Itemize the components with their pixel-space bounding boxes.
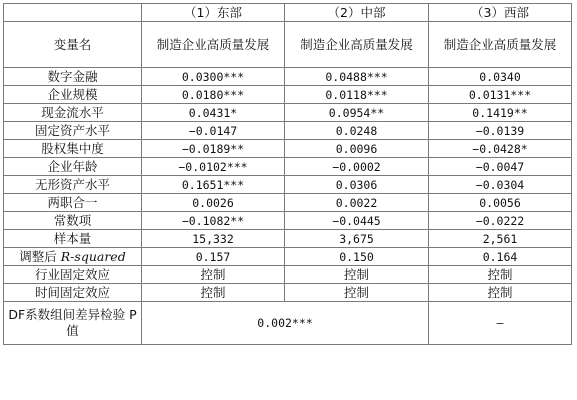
adj-r2-label-prefix: 调整后 bbox=[19, 248, 61, 264]
df-test-west: – bbox=[429, 302, 572, 345]
dep-var-header-east: 制造企业高质量发展 bbox=[142, 22, 285, 68]
table-row bbox=[4, 230, 572, 248]
cell-central: 0.0118*** bbox=[285, 86, 429, 104]
cell-west: 0.0056 bbox=[429, 194, 572, 212]
cell-west: −0.0304 bbox=[429, 176, 572, 194]
cell-central: −0.0002 bbox=[285, 158, 429, 176]
group-header-west: （3）西部 bbox=[429, 4, 572, 22]
control-row bbox=[4, 284, 572, 302]
cell-east: −0.0147 bbox=[142, 122, 285, 140]
empty-corner-cell bbox=[4, 4, 142, 22]
cell-east: 15,332 bbox=[142, 230, 285, 248]
cell-west: 控制 bbox=[429, 266, 572, 284]
cell-central: −0.0445 bbox=[285, 212, 429, 230]
cell-central: 0.0096 bbox=[285, 140, 429, 158]
table-row bbox=[4, 86, 572, 104]
cell-west: 0.0340 bbox=[429, 68, 572, 86]
cell-east: 控制 bbox=[142, 284, 285, 302]
cell-east: −0.0189** bbox=[142, 140, 285, 158]
table-row bbox=[4, 140, 572, 158]
table-row bbox=[4, 212, 572, 230]
cell-central: 3,675 bbox=[285, 230, 429, 248]
variable-header-row bbox=[4, 22, 572, 68]
row-label: 样本量 bbox=[4, 230, 142, 248]
row-label: 行业固定效应 bbox=[4, 266, 142, 284]
cell-central: 控制 bbox=[285, 266, 429, 284]
cell-west: 0.1419** bbox=[429, 104, 572, 122]
cell-central: 0.0248 bbox=[285, 122, 429, 140]
cell-east: 0.1651*** bbox=[142, 176, 285, 194]
row-label: 股权集中度 bbox=[4, 140, 142, 158]
control-row bbox=[4, 266, 572, 284]
row-label: 现金流水平 bbox=[4, 104, 142, 122]
cell-west: −0.0428* bbox=[429, 140, 572, 158]
row-label: 时间固定效应 bbox=[4, 284, 142, 302]
group-header-east: （1）东部 bbox=[142, 4, 285, 22]
cell-west: 0.0131*** bbox=[429, 86, 572, 104]
df-test-row bbox=[4, 302, 572, 345]
row-label: 常数项 bbox=[4, 212, 142, 230]
table-row bbox=[4, 68, 572, 86]
dep-var-header-central: 制造企业高质量发展 bbox=[285, 22, 429, 68]
cell-east: 0.0300*** bbox=[142, 68, 285, 86]
table-row bbox=[4, 104, 572, 122]
cell-east: 0.0026 bbox=[142, 194, 285, 212]
dep-var-header-west: 制造企业高质量发展 bbox=[429, 22, 572, 68]
row-label: 数字金融 bbox=[4, 68, 142, 86]
cell-east: 0.157 bbox=[142, 248, 285, 266]
cell-west: 2,561 bbox=[429, 230, 572, 248]
cell-central: 0.0306 bbox=[285, 176, 429, 194]
table-row bbox=[4, 158, 572, 176]
row-label: 企业规模 bbox=[4, 86, 142, 104]
cell-central: 0.0488*** bbox=[285, 68, 429, 86]
row-label: DF系数组间差异检验 P值 bbox=[4, 302, 142, 345]
cell-west: −0.0222 bbox=[429, 212, 572, 230]
cell-west: 0.164 bbox=[429, 248, 572, 266]
table-row bbox=[4, 176, 572, 194]
adj-r2-label-italic: R-squared bbox=[60, 248, 126, 264]
adj-r2-row bbox=[4, 248, 572, 266]
cell-central: 控制 bbox=[285, 284, 429, 302]
group-header-central: （2）中部 bbox=[285, 4, 429, 22]
row-label: 两职合一 bbox=[4, 194, 142, 212]
cell-west: 控制 bbox=[429, 284, 572, 302]
cell-central: 0.0022 bbox=[285, 194, 429, 212]
table-row bbox=[4, 122, 572, 140]
cell-east: 0.0431* bbox=[142, 104, 285, 122]
cell-east: −0.0102*** bbox=[142, 158, 285, 176]
row-label: 企业年龄 bbox=[4, 158, 142, 176]
table-row bbox=[4, 194, 572, 212]
variable-name-header: 变量名 bbox=[4, 22, 142, 68]
row-label: 无形资产水平 bbox=[4, 176, 142, 194]
cell-east: 控制 bbox=[142, 266, 285, 284]
row-label: 固定资产水平 bbox=[4, 122, 142, 140]
df-test-value: 0.002*** bbox=[142, 302, 429, 345]
cell-central: 0.0954** bbox=[285, 104, 429, 122]
cell-east: −0.1082** bbox=[142, 212, 285, 230]
cell-west: −0.0139 bbox=[429, 122, 572, 140]
row-label bbox=[4, 248, 142, 266]
cell-east: 0.0180*** bbox=[142, 86, 285, 104]
group-header-row bbox=[4, 4, 572, 22]
regression-table bbox=[3, 3, 572, 345]
cell-central: 0.150 bbox=[285, 248, 429, 266]
cell-west: −0.0047 bbox=[429, 158, 572, 176]
